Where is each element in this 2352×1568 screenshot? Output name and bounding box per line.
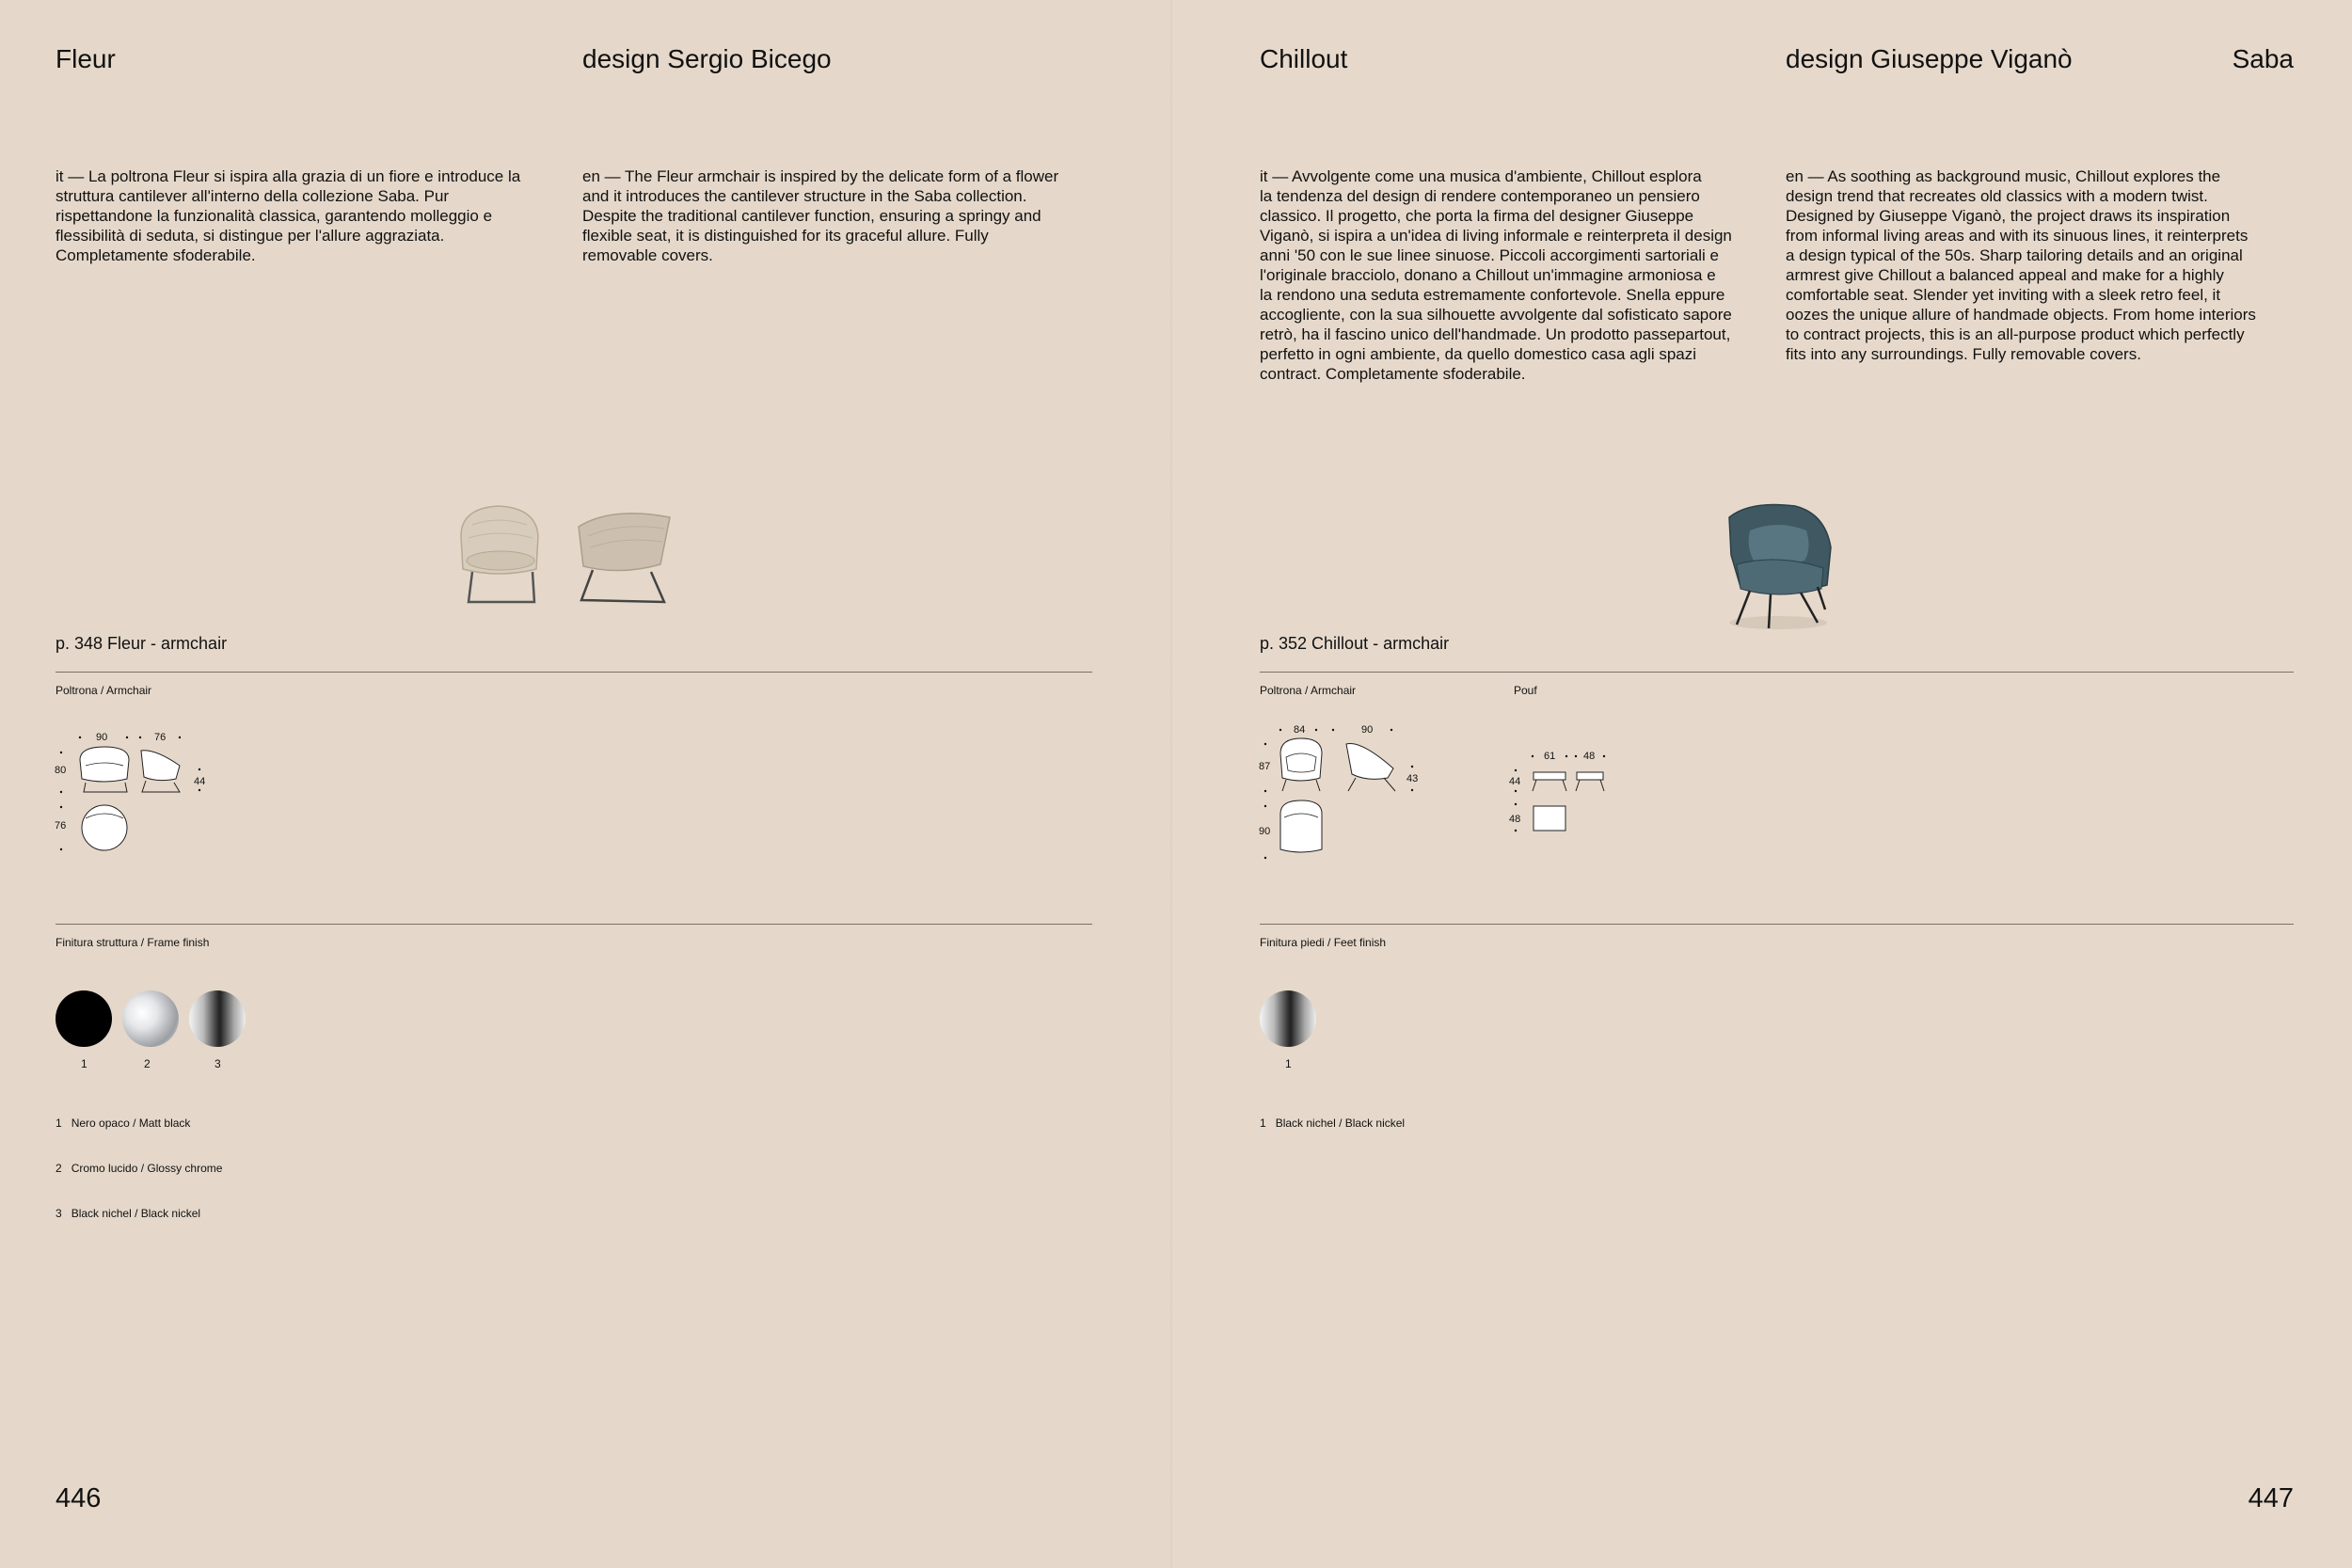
description-italian: it — La poltrona Fleur si ispira alla grazia di un fiore e introduce la struttura cantilever all'interno della collezione Saba. Pur rispettandone la funzionalità classica, garantendo molleggio e flessibilità di seduta, si distingue per l'allure aggraziata. Completamente sfoderabile. (56, 167, 521, 264)
right-page (1174, 0, 2352, 1568)
finish-swatch-matt-black (56, 990, 112, 1047)
designer-credit: design Giuseppe Viganò (1786, 44, 2073, 73)
description-english: en — As soothing as background music, Chillout explores the design trend that recreates old classics with a modern twist. Designed by Giuseppe Viganò, the project draws its inspiration from informal living areas and with its sinuous lines, it reinterprets a design typical of the 50s. Sharp tailoring details and an original armrest give Chillout a balanced appeal and make for a highly comfortable seat. Slender yet inviting with a sleek retro feel, it oozes the unique allure of handmade objects. From home interiors to contract projects, this is an all-purpose product which perfectly fits into any surroundings. Fully removable covers. (1786, 167, 2256, 363)
dim-seat-height: 43 (1406, 773, 1419, 784)
product-caption: p. 348 Fleur - armchair (56, 634, 228, 653)
collection-name: Saba (2232, 44, 2294, 73)
dimension-drawing (1256, 720, 1444, 870)
product-title: Chillout (1260, 44, 1348, 73)
finish-number-1: 1 (1285, 1057, 1292, 1070)
chair-line-drawing (52, 724, 240, 856)
dimension-drawing (52, 724, 240, 856)
product-caption: p. 352 Chillout - armchair (1260, 634, 1450, 653)
page-number: 446 (56, 1483, 102, 1513)
legend-item: 1 Nero opaco / Matt black (56, 1117, 191, 1130)
product-title: Fleur (56, 44, 116, 73)
designer-credit: design Sergio Bicego (582, 44, 832, 73)
dim-height: 80 (55, 765, 67, 776)
dimensions-heading: Poltrona / Armchair (1260, 684, 1357, 697)
pouf-dim-width: 61 (1544, 751, 1556, 762)
pouf-line-drawing (1508, 748, 1630, 842)
page-number: 447 (2248, 1483, 2294, 1513)
dim-seat-height: 44 (194, 776, 206, 787)
left-page (0, 0, 1174, 1568)
legend-item: 1 Black nichel / Black nickel (1260, 1117, 1406, 1130)
finish-number-2: 2 (144, 1057, 151, 1070)
description-italian: it — Avvolgente come una musica d'ambiente, Chillout esplora la tendenza del design di rendere contemporaneo un pensiero classico. Il progetto, che porta la firma del designer Giuseppe Viganò, si ispira a un'idea di living informale e reinterpreta il design anni '50 con le sue linee sinuose. Piccoli accorgimenti sartoriali e l'originale bracciolo, donano a Chillout un'immagine armoniosa e la rendono una seduta estremamente confortevole. Snella eppure accogliente, con la sua silhouette avvolgente dal sofisticato sapore retrò, ha il fascino unico dell'handmade. Un prodotto passepartout, perfetto in ogni ambiente, da quello domestico casa agli spazi contract. Completamente sfoderabile. (1260, 167, 1732, 383)
finish-legend (56, 1085, 222, 1251)
finish-heading: Finitura piedi / Feet finish (1260, 936, 1387, 949)
finish-number-3: 3 (215, 1057, 221, 1070)
legend-item: 2 Cromo lucido / Glossy chrome (56, 1162, 223, 1175)
finish-swatch-black-nickel (189, 990, 246, 1047)
finish-number-1: 1 (81, 1057, 87, 1070)
chair-line-drawing (1256, 720, 1444, 870)
dim-width-side: 76 (154, 732, 167, 743)
dim-width-side: 90 (1361, 724, 1374, 736)
pouf-dim-height: 44 (1509, 776, 1521, 787)
divider (56, 672, 1092, 673)
pouf-dimension-drawing (1508, 748, 1630, 842)
legend-item: 3 Black nichel / Black nickel (56, 1207, 201, 1220)
dim-depth: 76 (55, 820, 67, 832)
dim-height: 87 (1259, 761, 1271, 772)
dimensions-heading: Poltrona / Armchair (56, 684, 152, 697)
chillout-armchair-photo (1712, 499, 1844, 635)
pouf-dim-width-side: 48 (1583, 751, 1596, 762)
pouf-dim-depth: 48 (1509, 814, 1521, 825)
dim-width-front: 84 (1294, 724, 1306, 736)
finish-swatch-black-nickel (1260, 990, 1316, 1047)
divider (1260, 924, 2294, 925)
divider (1260, 672, 2294, 673)
pouf-heading: Pouf (1514, 684, 1537, 697)
description-english: en — The Fleur armchair is inspired by the delicate form of a flower and it introduces the cantilever structure in the Saba collection. Despite the traditional cantilever function, ensuring a springy and flexible seat, it is distinguished for its graceful allure. Fully removable covers. (582, 167, 1059, 264)
fleur-armchair-photo (452, 499, 677, 611)
finish-legend (1260, 1085, 1405, 1161)
finish-heading: Finitura struttura / Frame finish (56, 936, 210, 949)
dim-width-front: 90 (96, 732, 108, 743)
dim-depth: 90 (1259, 826, 1271, 837)
finish-swatch-glossy-chrome (122, 990, 179, 1047)
divider (56, 924, 1092, 925)
